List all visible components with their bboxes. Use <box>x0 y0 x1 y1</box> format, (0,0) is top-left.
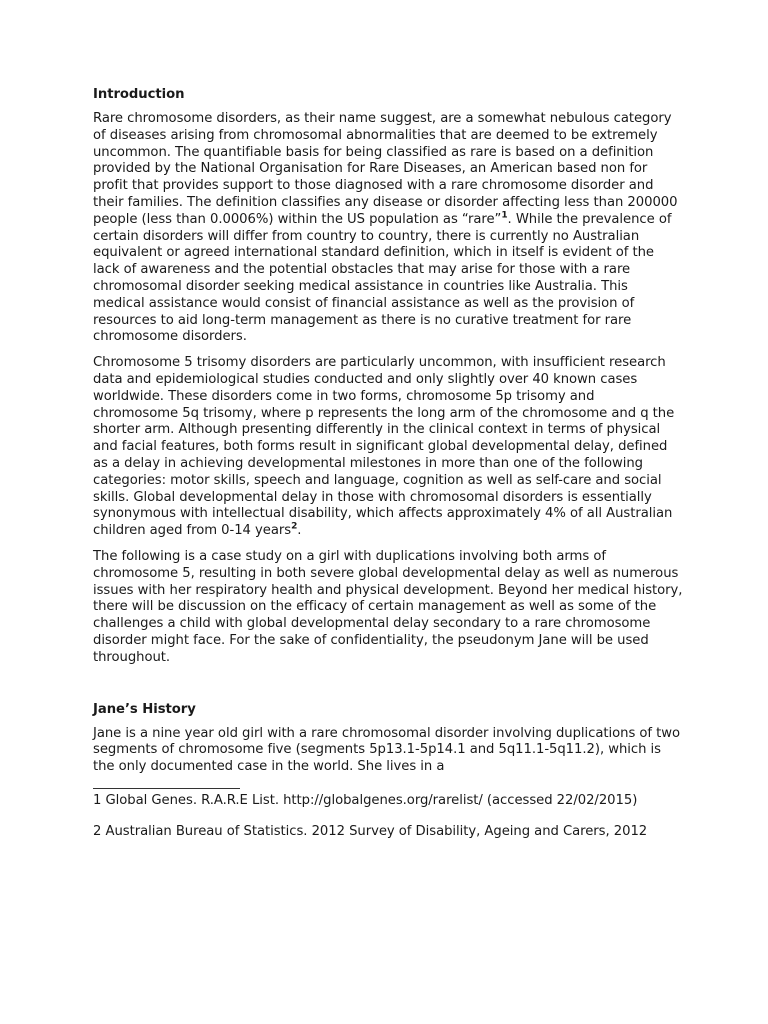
introduction-paragraph-1 <box>93 111 683 346</box>
footnote-separator <box>93 788 240 789</box>
footnote-ref-1: 1 <box>501 210 508 221</box>
introduction-paragraph-3: The following is a case study on a girl with duplications involving both arms of chromosome 5, resulting in both severe global developmental delay as well as numerous issues with her respiratory health and physical development. Beyond her medical history, there will be discussion on the efficacy of certain management as well as some of the challenges a child with global developmental delay secondary to a rare chromosome disorder might face. For the sake of confidentiality, the pseudonym Jane will be used throughout. <box>93 548 683 665</box>
footnote-1: 1 Global Genes. R.A.R.E List. http://globalgenes.org/rarelist/ (accessed 22/02/2015) <box>93 792 638 808</box>
introduction-paragraph-2-text-b: . <box>297 523 302 539</box>
history-heading: Jane’s History <box>93 701 196 717</box>
introduction-paragraph-1-text-b: . While the prevalence of certain disorders will differ from country to country, there is currently no Australian equivalent or agreed international standard definition, which in itself is evident of the lack of awareness and the potential obstacles that may arise for those with a rare chromosomal disorder seeking medical assistance in countries like Australia. This medical assistance would consist of financial assistance as well as the provision of resources to aid long-term management as there is no curative treatment for rare chromosome disorders. <box>93 211 672 345</box>
introduction-paragraph-1-text-a: Rare chromosome disorders, as their name suggest, are a somewhat nebulous category of diseases arising from chromosomal abnormalities that are deemed to be extremely uncommon. The quantifiable basis for being classified as rare is based on a definition provided by the National Organisation for Rare Diseases, an American based non for profit that provides support to those diagnosed with a rare chromosome disorder and their families. The definition classifies any disease or disorder affecting less than 200000 people (less than 0.0006%) within the US population as “rare” <box>93 111 678 227</box>
introduction-paragraph-2-text-a: Chromosome 5 trisomy disorders are particularly uncommon, with insufficient research data and epidemiological studies conducted and only slightly over 40 known cases worldwide. These disorders come in two forms, chromosome 5p trisomy and chromosome 5q trisomy, where p represents the long arm of the chromosome and q the shorter arm. Although presenting differently in the clinical context in terms of physical and facial features, both forms result in significant global developmental delay, defined as a delay in achieving developmental milestones in more than one of the following categories: motor skills, speech and language, cognition as well as self-care and social skills. Global developmental delay in those with chromosomal disorders is essentially synonymous with intellectual disability, which affects approximately 4% of all Australian children aged from 0-14 years <box>93 355 675 539</box>
history-paragraph-1: Jane is a nine year old girl with a rare chromosomal disorder involving duplications of two segments of chromosome five (segments 5p13.1-5p14.1 and 5q11.1-5q11.2), which is the only documented case in the world. She lives in a <box>93 725 681 775</box>
footnote-ref-2: 2 <box>291 521 298 532</box>
introduction-paragraph-2 <box>93 355 683 540</box>
introduction-heading: Introduction <box>93 87 185 102</box>
document-page <box>93 86 683 854</box>
footnote-2: 2 Australian Bureau of Statistics. 2012 Survey of Disability, Ageing and Carers, 2012 <box>93 823 648 839</box>
